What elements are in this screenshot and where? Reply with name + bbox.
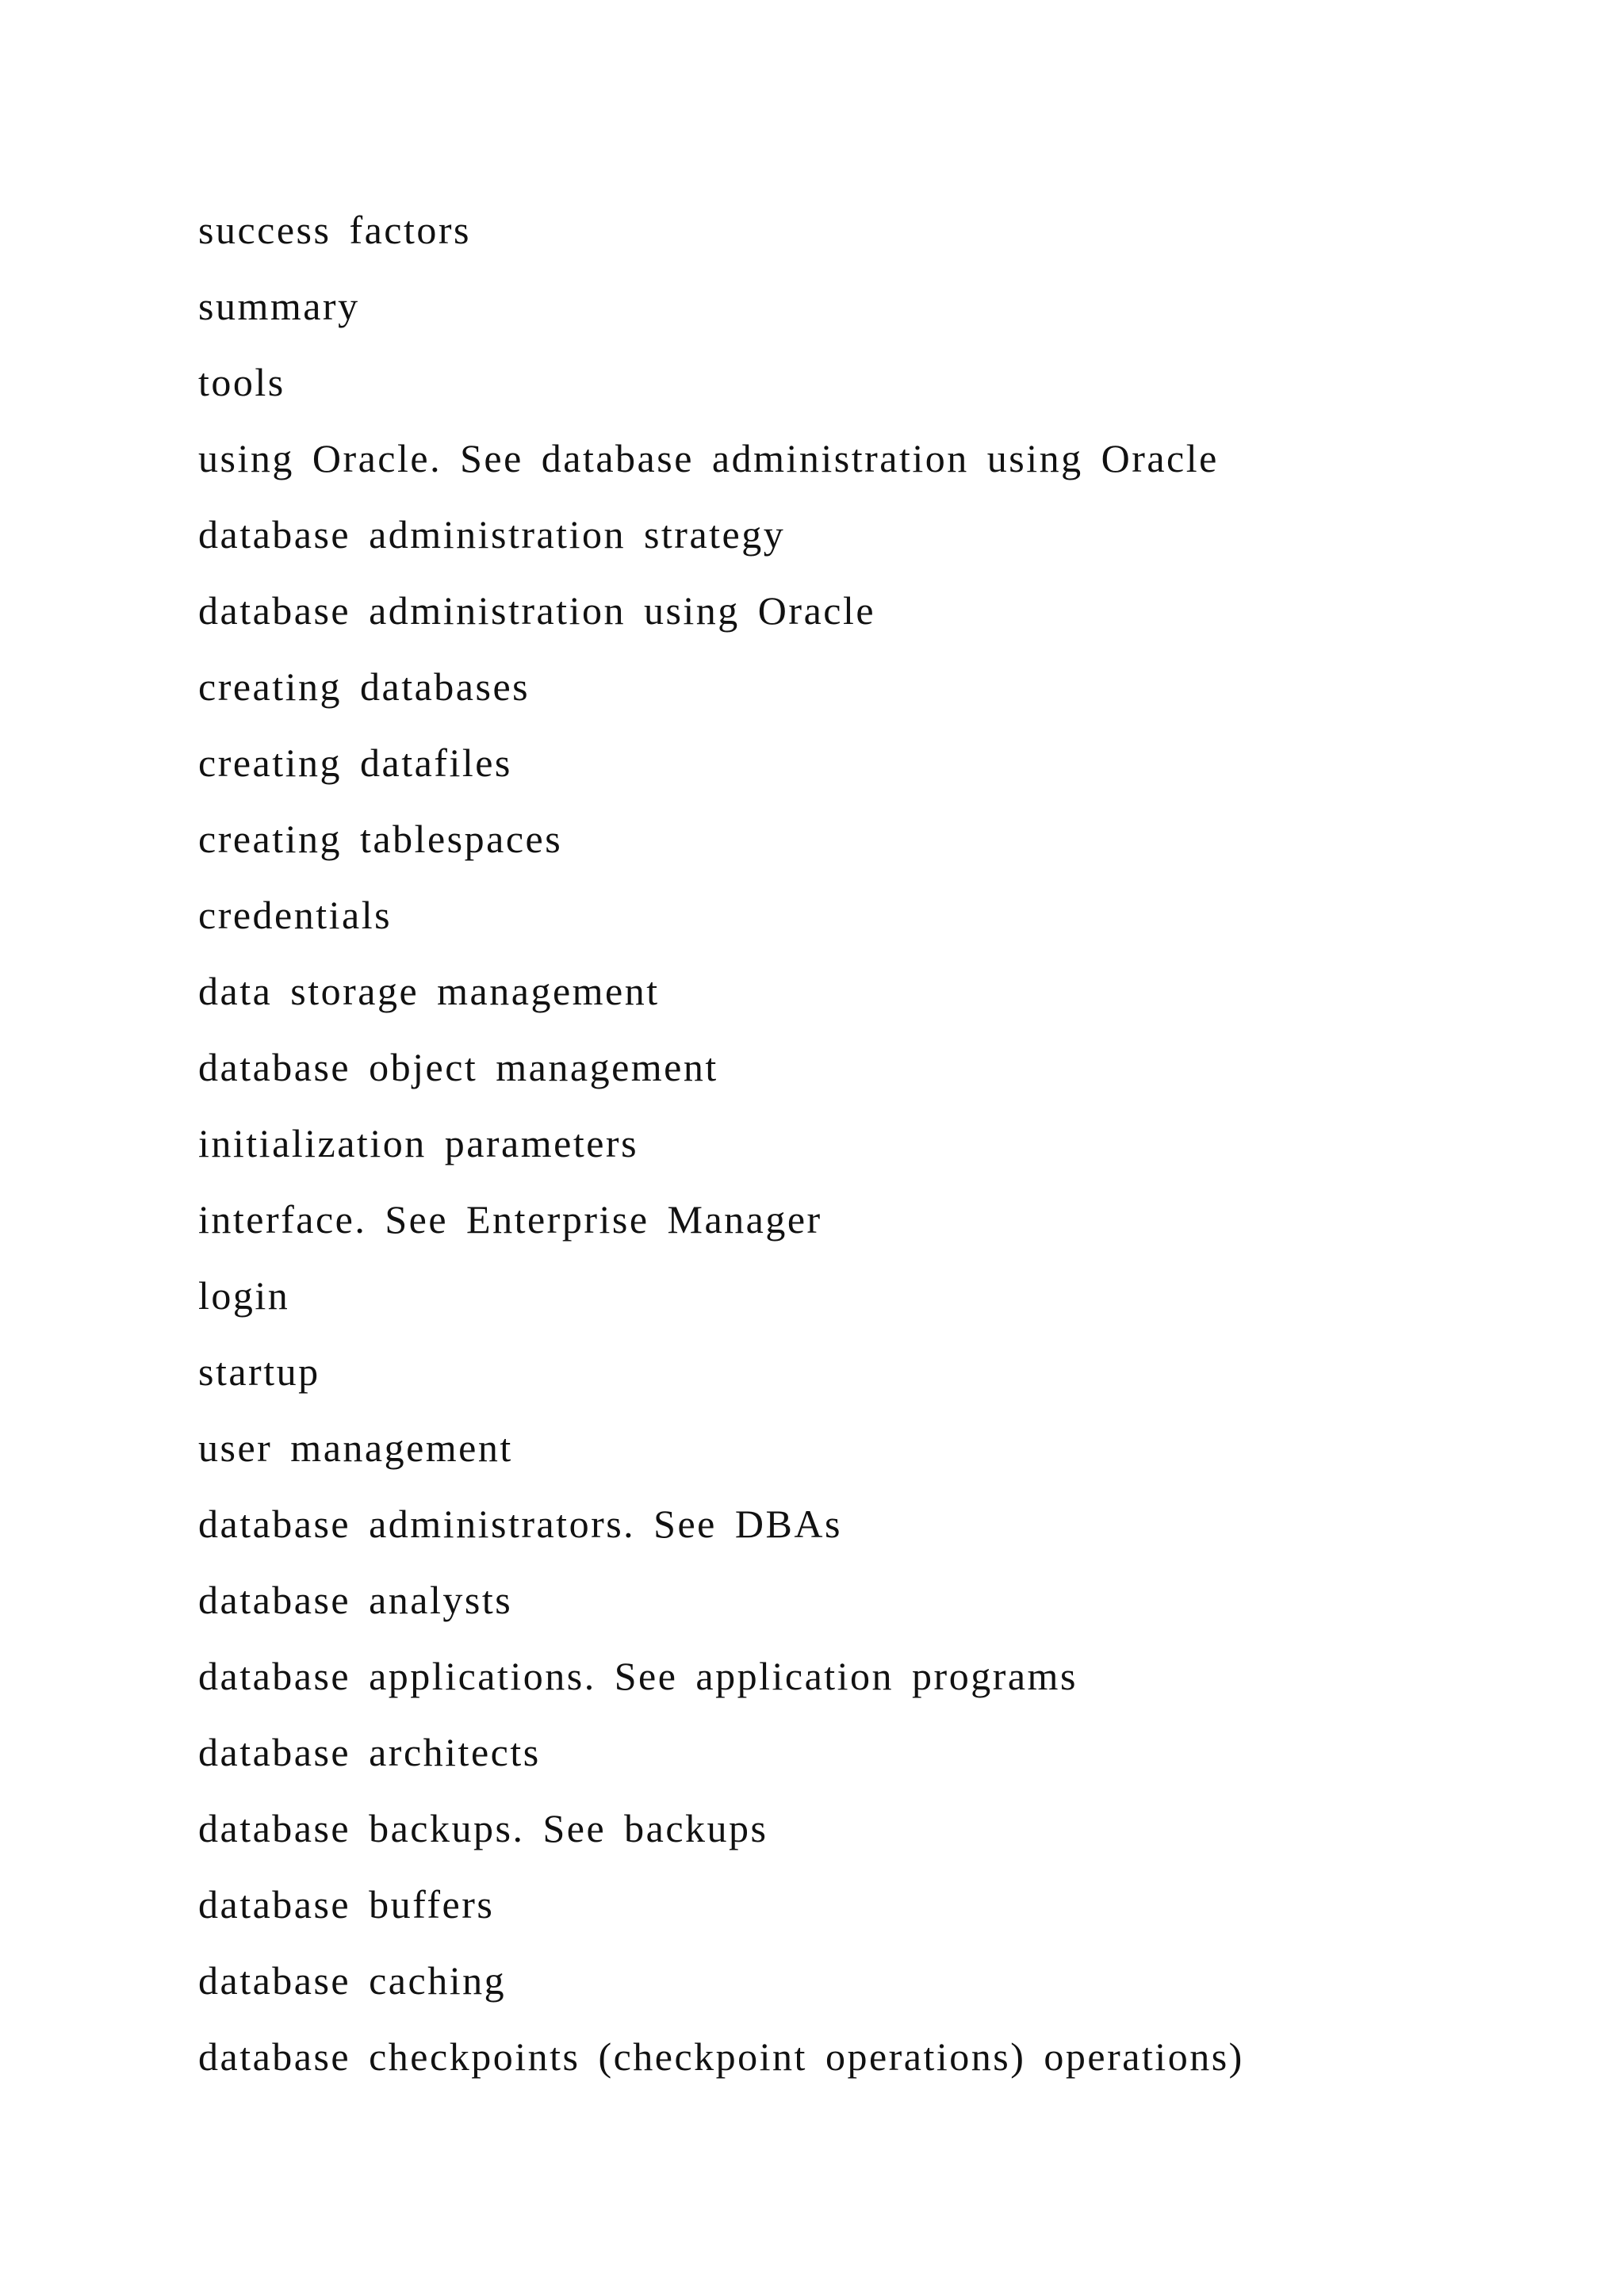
- index-entry: credentials: [198, 893, 393, 937]
- index-entry: database backups. See backups: [198, 1806, 768, 1850]
- index-entry: database applications. See application programs: [198, 1654, 1078, 1698]
- index-entry: creating databases: [198, 664, 530, 709]
- index-entry: interface. See Enterprise Manager: [198, 1197, 822, 1242]
- index-entry: login: [198, 1273, 290, 1318]
- index-entry: database administration strategy: [198, 512, 786, 557]
- index-entry: database object management: [198, 1045, 718, 1089]
- index-entry: database analysts: [198, 1578, 513, 1622]
- index-entry: initialization parameters: [198, 1121, 639, 1165]
- index-entry: using Oracle. See database administration using Oracle: [198, 436, 1219, 480]
- index-entry-list: [198, 192, 1244, 2095]
- index-entry: creating tablespaces: [198, 817, 563, 861]
- index-entry: data storage management: [198, 969, 660, 1013]
- index-entry: creating datafiles: [198, 740, 512, 785]
- index-entry: summary: [198, 284, 360, 328]
- index-entry: tools: [198, 360, 285, 404]
- index-entry: database administration using Oracle: [198, 588, 876, 633]
- index-entry: database architects: [198, 1730, 541, 1774]
- index-entry: startup: [198, 1349, 320, 1394]
- index-entry: success factors: [198, 208, 471, 252]
- index-entry: user management: [198, 1425, 513, 1470]
- index-entry: database caching: [198, 1958, 507, 2003]
- index-entry: database administrators. See DBAs: [198, 1502, 842, 1546]
- index-entry: database buffers: [198, 1882, 495, 1927]
- index-entry: database checkpoints (checkpoint operations) operations): [198, 2034, 1244, 2079]
